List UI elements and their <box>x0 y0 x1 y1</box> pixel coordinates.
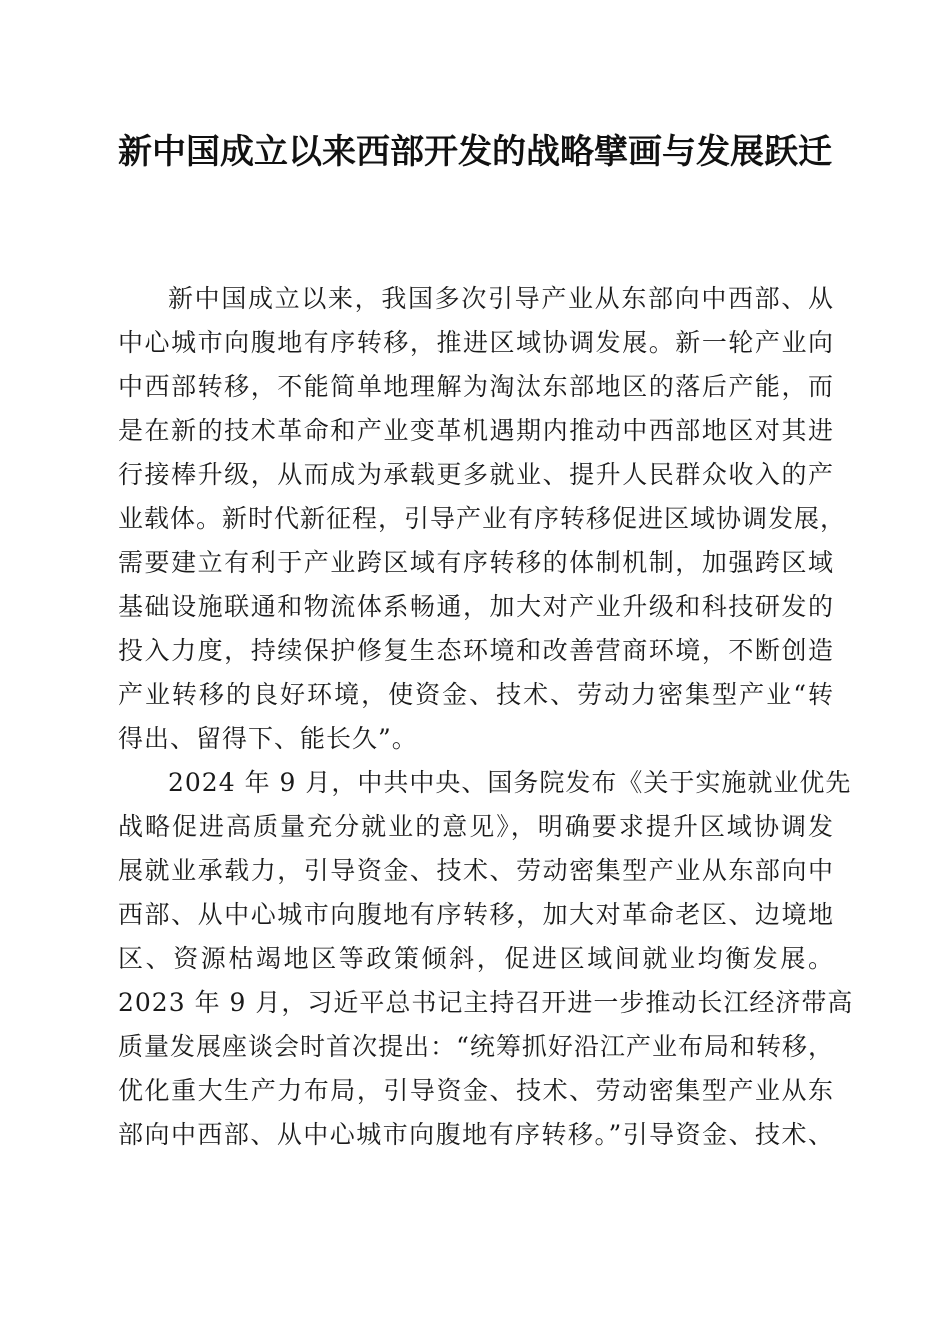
paragraph-line: 是在新的技术革命和产业变革机遇期内推动中西部地区对其进 <box>118 416 834 445</box>
paragraph-line: 投入力度，持续保护修复生态环境和改善营商环境，不断创造 <box>118 636 834 665</box>
paragraph-line: 部向中西部、从中心城市向腹地有序转移。”引导资金、技术、 <box>118 1120 834 1149</box>
paragraph-line: 业载体。新时代新征程，引导产业有序转移促进区域协调发展， <box>118 504 847 533</box>
paragraph-line: 行接棒升级，从而成为承载更多就业、提升人民群众收入的产 <box>118 460 834 489</box>
paragraph-line: 战略促进高质量充分就业的意见》，明确要求提升区域协调发 <box>118 812 834 841</box>
paragraph-line: 需要建立有利于产业跨区域有序转移的体制机制，加强跨区域 <box>118 548 834 577</box>
paragraph-line: 基础设施联通和物流体系畅通，加大对产业升级和科技研发的 <box>118 592 834 621</box>
paragraph-line: 中西部转移，不能简单地理解为淘汰东部地区的落后产能，而 <box>118 372 834 401</box>
paragraph-line: 展就业承载力，引导资金、技术、劳动密集型产业从东部向中 <box>118 856 834 885</box>
paragraph-line: 西部、从中心城市向腹地有序转移，加大对革命老区、边境地 <box>118 900 834 929</box>
paragraph-2 <box>118 761 854 1157</box>
paragraph-line: 得出、留得下、能长久”。 <box>118 724 418 753</box>
paragraph-line: 新中国成立以来，我国多次引导产业从东部向中西部、从 <box>168 284 834 313</box>
paragraph-line: 质量发展座谈会时首次提出：“统筹抓好沿江产业布局和转移， <box>118 1032 834 1061</box>
paragraph-line: 2023 年 9 月，习近平总书记主持召开进一步推动长江经济带高 <box>118 988 854 1017</box>
document-title: 新中国成立以来西部开发的战略擘画与发展跃迁 <box>118 132 832 172</box>
paragraph-line: 优化重大生产力布局，引导资金、技术、劳动密集型产业从东 <box>118 1076 834 1105</box>
paragraph-line: 区、资源枯竭地区等政策倾斜，促进区域间就业均衡发展。 <box>118 944 834 973</box>
document-body <box>118 277 854 1157</box>
paragraph-line: 产业转移的良好环境，使资金、技术、劳动力密集型产业“转 <box>118 680 834 709</box>
paragraph-1 <box>118 277 847 761</box>
paragraph-line: 中心城市向腹地有序转移，推进区域协调发展。新一轮产业向 <box>118 328 834 357</box>
paragraph-line: 2024 年 9 月，中共中央、国务院发布《关于实施就业优先 <box>168 768 852 797</box>
